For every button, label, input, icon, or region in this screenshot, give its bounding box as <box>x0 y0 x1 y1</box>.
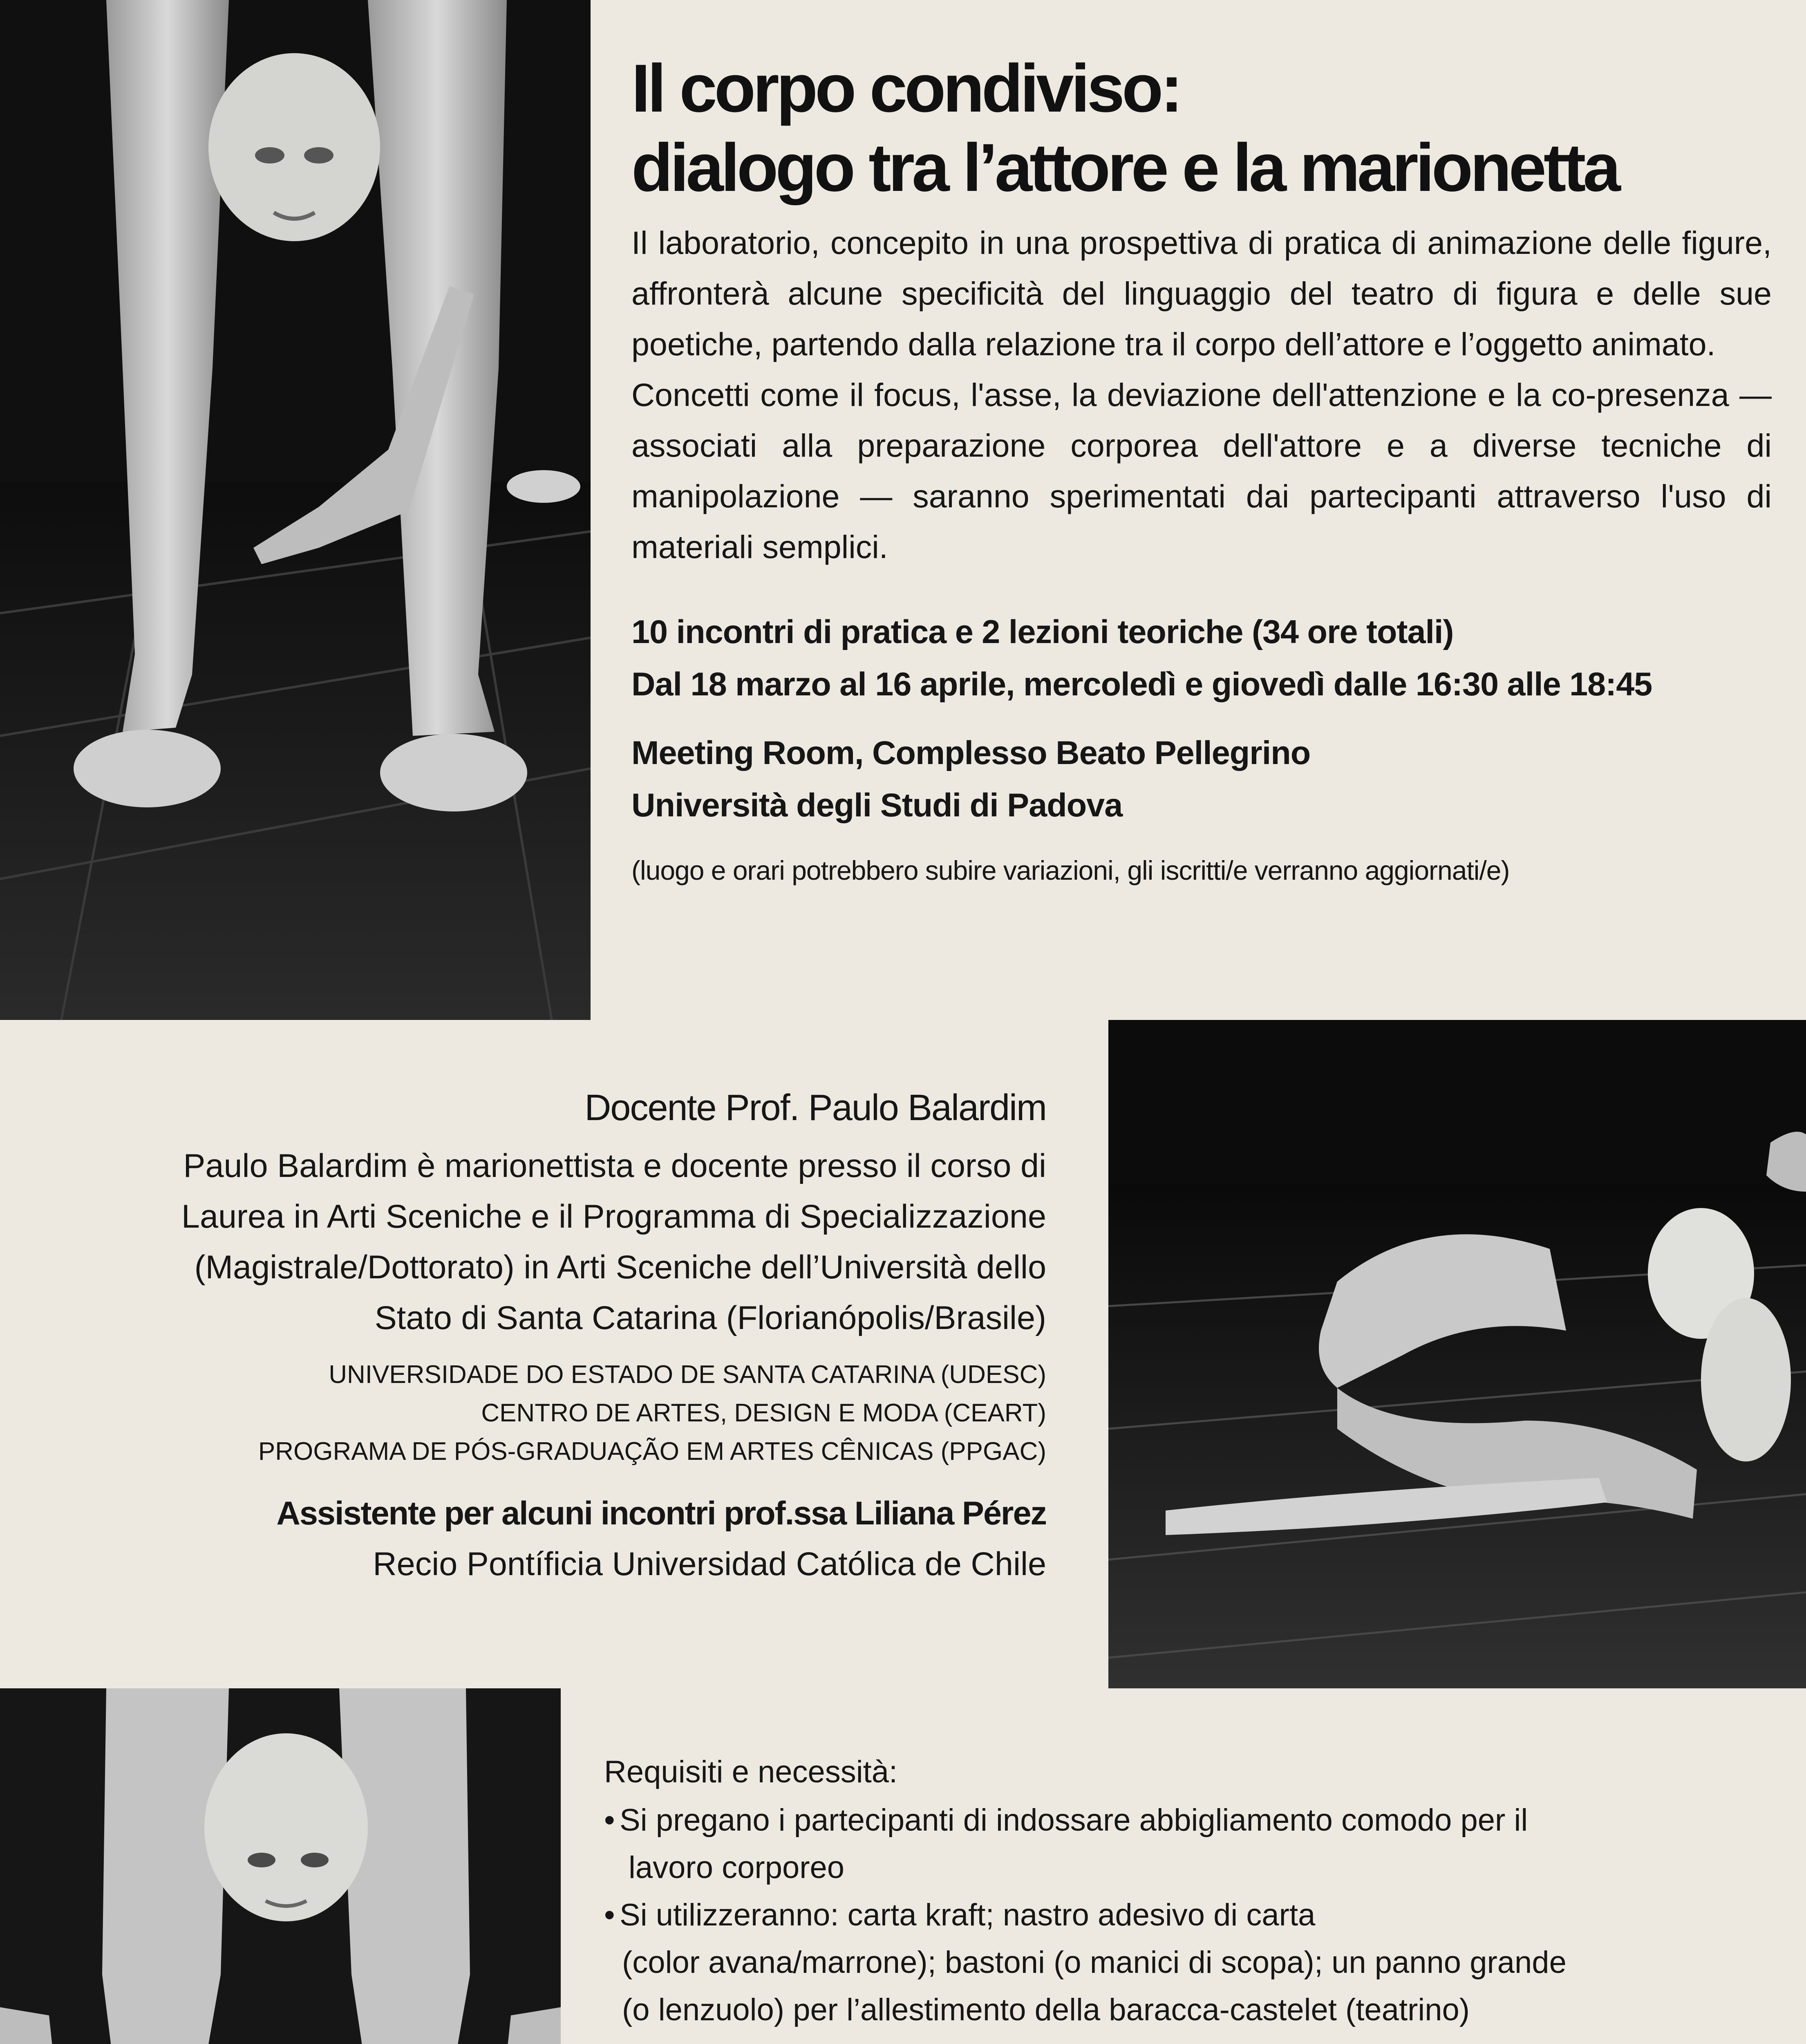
assistant-affiliation: Recio Pontíficia Universidad Católica de Chile <box>373 1546 1046 1582</box>
schedule-note: (luogo e orari potrebbero subire variazioni, gli iscritti/e verranno aggiornati/e) <box>631 855 1510 885</box>
schedule-dates: Dal 18 marzo al 16 aprile, mercoledì e giovedì dalle 16:30 alle 18:45 <box>631 666 1652 703</box>
schedule-info <box>631 606 1772 710</box>
schedule-sessions: 10 incontri di pratica e 2 lezioni teoriche (34 ore totali) <box>631 614 1454 650</box>
requirements-list <box>604 1797 1777 2034</box>
photo-reclining-actor-with-puppet <box>1108 1020 1806 1688</box>
requirements-heading: Requisiti e necessità: <box>604 1755 898 1789</box>
assistant-heading: Assistente per alcuni incontri prof.ssa Liliana Pérez <box>276 1495 1046 1532</box>
venue-university: Università degli Studi di Padova <box>631 787 1123 824</box>
intro-paragraph-2: Concetti come il focus, l'asse, la deviazione dell'attenzione e la co-presenza — associati alla preparazione corporea dell'attore e a diverse tecniche di manipolazione — saranno sperimentati dai partecipanti attraverso l'uso di materiali semplici. <box>631 377 1772 565</box>
title-line-1: Il corpo condiviso: <box>631 51 1180 126</box>
photo-crouching-actor-with-puppet <box>0 1688 561 2044</box>
list-item <box>604 1797 1777 1892</box>
requirement-1-line-2: lavoro corporeo <box>629 1850 845 1885</box>
affiliation-line: UNIVERSIDADE DO ESTADO DE SANTA CATARINA (UDESC) <box>329 1360 1046 1389</box>
teacher-bio-line: Paulo Balardim è marionettista e docente presso il corso di <box>183 1148 1046 1184</box>
requirement-1-line-1: Si pregano i partecipanti di indossare abbigliamento comodo per il <box>620 1803 1528 1838</box>
requirements-section <box>604 1748 1777 2044</box>
requirement-2-line-3: (o lenzuolo) per l’allestimento della baracca-castelet (teatrino) <box>622 1992 1470 2027</box>
workshop-intro-section <box>631 49 1772 889</box>
affiliation-line: CENTRO DE ARTES, DESIGN E MODA (CEART) <box>481 1399 1046 1427</box>
venue-room: Meeting Room, Complesso Beato Pellegrino <box>631 735 1311 771</box>
photo-actor-with-puppet-head <box>0 0 591 1020</box>
requirement-2-line-1: Si utilizzeranno: carta kraft; nastro adesivo di carta <box>620 1898 1316 1932</box>
list-item <box>604 1892 1777 2034</box>
intro-paragraph-1: Il laboratorio, concepito in una prospettiva di pratica di animazione delle figure, affronterà alcune specificità del linguaggio del teatro di figura e delle sue poetiche, partendo dalla relazione tra il corpo dell’attore e l’oggetto animato. <box>631 224 1772 362</box>
assistant-info <box>41 1488 1046 1589</box>
bullet-icon: • <box>604 1803 615 1838</box>
intro-text <box>631 217 1772 572</box>
affiliation-line: PROGRAMA DE PÓS-GRADUAÇÃO EM ARTES CÊNICAS (PPGAC) <box>258 1437 1046 1466</box>
page-title <box>631 49 1772 208</box>
requirement-2-line-2: (color avana/marrone); bastoni (o manici di scopa); un panno grande <box>622 1945 1567 1980</box>
teacher-section <box>41 1083 1046 1589</box>
teacher-bio <box>41 1141 1046 1343</box>
teacher-affiliations <box>41 1356 1046 1471</box>
bullet-icon: • <box>604 1898 615 1932</box>
title-line-2: dialogo tra l’attore e la marionetta <box>631 130 1618 206</box>
teacher-title: Docente Prof. Paulo Balardim <box>584 1087 1046 1128</box>
teacher-bio-line: Laurea in Arti Sceniche e il Programma di Specializzazione <box>181 1198 1046 1235</box>
venue-info <box>631 727 1772 831</box>
teacher-bio-line: Stato di Santa Catarina (Florianópolis/Brasile) <box>374 1300 1046 1336</box>
teacher-bio-line: (Magistrale/Dottorato) in Arti Sceniche dell’Università dello <box>194 1249 1046 1286</box>
